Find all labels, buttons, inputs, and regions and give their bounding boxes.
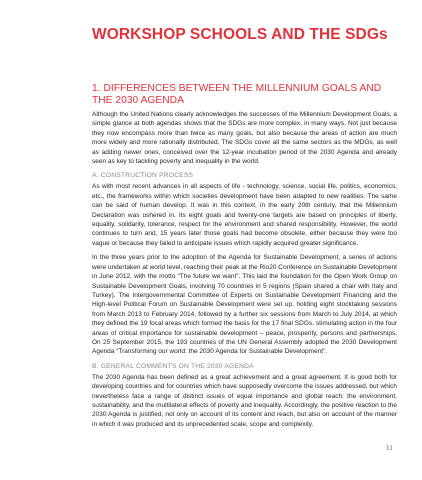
subsection-heading-general-comments: B. GENERAL COMMENTS ON THE 2030 AGENDA: [92, 362, 254, 370]
section-heading: 1. DIFFERENCES BETWEEN THE MILLENNIUM GOALS AND THE 2030 AGENDA: [92, 83, 382, 106]
section-body: [92, 83, 397, 434]
subsection-heading-construction: A. CONSTRUCTION PROCESS: [92, 172, 194, 180]
paragraph: As with most recent advances in all aspects of life - technology, science, social life, politics, economics, etc., the frameworks within which societies development have been adapted to new realities. The same can be said of human develop. It was in this context, in the early 20th century, that the Millennium Declaration was ushered in. Its eight goals and twenty-one targets are based on principles of liberty, equality, solidarity, tolerance, respect for the environment and shared responsibility. However, the world continues to turn and, 15 years later those goals had become obsolete, either because they were too vague or because they failed to anticipate issues which rapidly acquired greater significance.: [92, 183, 397, 247]
page-number: 11: [386, 444, 393, 452]
page-title: WORKSHOP SCHOOLS AND THE SDGs: [92, 26, 388, 43]
paragraph: In the three years prior to the adoption of the Agenda for Sustainable Development, a series of actions were undertaken at world level, reaching their peak at the Rio20 Conference on Sustainable Development in June 2012, with the motto “The future we want”. This laid the foundation for the Open Work Group on Sustainable Development Goals, involving 70 countries in 5 regions (Spain shared a chair with Italy and Turkey). The Intergovernmental Committee of Experts on Sustainable Development Financing and the High-level Political Forum on Sustainable Development were set up, holding eight stocktaking sessions from March 2013 to February 2014, followed by a further six sessions from March to July 2014, at which they defined the 19 focal areas which formed the basis for the 17 final SDGs, stimulating action in the four areas of critical importance for sustainable development – peace, prosperity, persons and partnerships. On 25 September 2015, the 193 countries of the UN General Assembly adopted the 2030 Development Agenda “Transforming our world: the 2030 Agenda for Sustainable Development”.: [92, 254, 397, 356]
paragraph: The 2030 Agenda has been defined as a great achievement and a great agreement. It is good both for developing countries and for countries which have supposedly overcome the issues addressed, but which nevertheless face a range of distinct issues of equal importance and global reach: the environment, sustainability, and the multilateral effects of poverty and inequality. Accordingly, the positive reaction to the 2030 Agenda is justified, not only on account of its content and reach, but also on account of the manner in which it was produced and its unprecedented scale, scope and complexity.: [92, 373, 397, 428]
intro-paragraph: Although the United Nations clearly acknowledges the successes of the Millennium Development Goals, a simple glance at both agendas shows that the SDGs are more complex, in many ways. Not just because they now encompass more than twice as many goals, but also because the areas of action are much more widely and more rationally distributed. The SDGs cover all the same sectors as the MDGs, as well as adding newer ones, conceived over the 12-year incubation period of the 2030 Agenda and already seen as key to tackling poverty and inequality in the world.: [92, 111, 397, 166]
